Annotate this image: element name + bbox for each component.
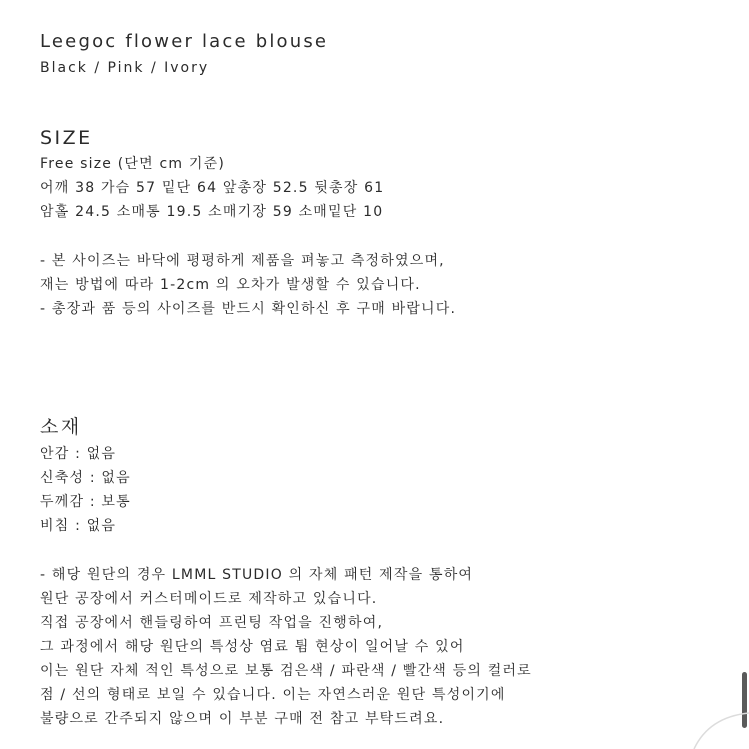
size-note: - 총장과 품 등의 사이즈를 반드시 확인하신 후 구매 바랍니다. — [40, 301, 457, 317]
size-line: Free size (단면 cm 기준) — [40, 156, 226, 172]
material-item: 안감 : 없음 — [40, 446, 117, 462]
material-note: 직접 공장에서 핸들링하여 프린팅 작업을 진행하여, — [40, 615, 384, 631]
size-note: 재는 방법에 따라 1-2cm 의 오차가 발생할 수 있습니다. — [40, 277, 421, 293]
material-note: 점 / 선의 형태로 보일 수 있습니다. 이는 자연스러운 원단 특성이기에 — [40, 687, 506, 703]
material-item: 신축성 : 없음 — [40, 470, 131, 486]
size-line: 어깨 38 가슴 57 밑단 64 앞총장 52.5 뒷총장 61 — [40, 180, 385, 196]
material-heading: 소재 — [40, 416, 82, 438]
material-item: 비침 : 없음 — [40, 518, 117, 534]
material-note: 그 과정에서 해당 원단의 특성상 염료 튐 현상이 일어날 수 있어 — [40, 639, 465, 655]
product-colors: Black / Pink / Ivory — [40, 60, 210, 76]
material-note: 원단 공장에서 커스터메이드로 제작하고 있습니다. — [40, 591, 378, 607]
material-item: 두께감 : 보통 — [40, 494, 131, 510]
product-title: Leegoc flower lace blouse — [40, 31, 329, 52]
material-note: - 해당 원단의 경우 LMML STUDIO 의 자체 패턴 제작을 통하여 — [40, 567, 474, 583]
material-note: 불량으로 간주되지 않으며 이 부분 구매 전 참고 부탁드려요. — [40, 711, 445, 727]
material-note: 이는 원단 자체 적인 특성으로 보통 검은색 / 파란색 / 빨간색 등의 컬러로 — [40, 663, 532, 679]
size-note: - 본 사이즈는 바닥에 평평하게 제품을 펴놓고 측정하였으며, — [40, 253, 445, 269]
size-heading: SIZE — [40, 127, 93, 149]
corner-curve-decoration — [689, 709, 749, 749]
size-line: 암홀 24.5 소매통 19.5 소매기장 59 소매밑단 10 — [40, 204, 384, 220]
